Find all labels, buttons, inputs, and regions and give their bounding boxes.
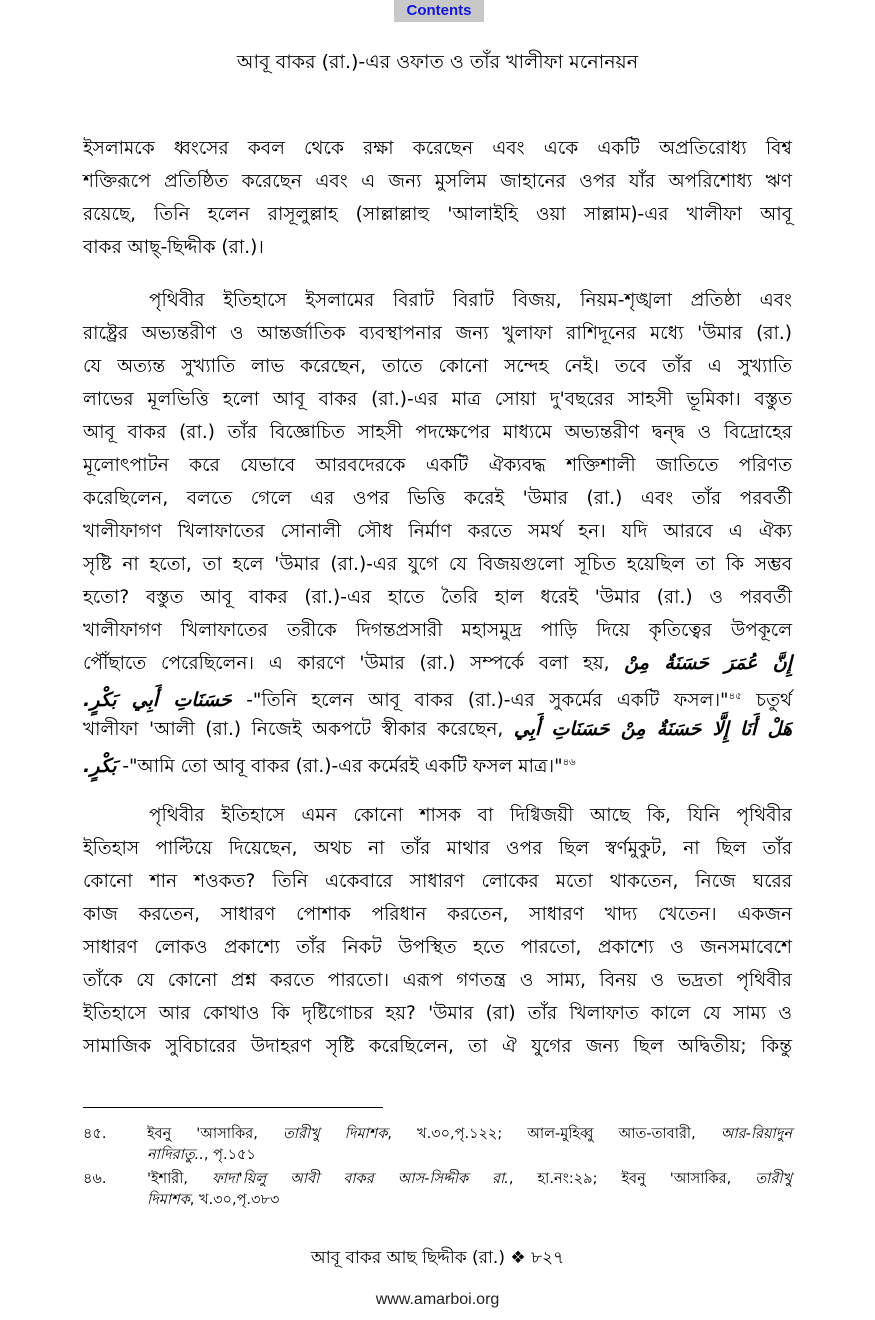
text-line xyxy=(83,799,792,832)
footnote-number: ৪৫. xyxy=(83,1126,107,1142)
text-segment: মূলোৎপাটন করে যেভাবে আরবদেরকে একটি ঐক্যবদ্ধ শক্তিশালী জাতিতে পরিণত xyxy=(83,455,792,476)
chapter-title: আবূ বাকর (রা.)-এর ওফাত ও তাঁর খালীফা মনোনয়ন xyxy=(236,51,639,73)
body-text xyxy=(83,132,792,1063)
text-segment: বাকর আছ্-ছিদ্দীক (রা.)। xyxy=(83,237,264,258)
text-segment: পৌঁছাতে পেরেছিলেন। এ কারণে 'উমার (রা.) সম্পর্কে বলা হয়, xyxy=(83,653,625,674)
text-line xyxy=(83,997,792,1030)
text-line xyxy=(83,132,792,165)
text-segment: ইতিহাসে আর কোথাও কি দৃষ্টিগোচর হয়? 'উমার (রা) তাঁর খিলাফাত কালে যে সাম্য ও xyxy=(83,1003,792,1024)
text-segment: চতুর্থ xyxy=(741,690,792,712)
arabic-quote: إِنَّ عُمَرَ حَسَنَةٌ مِنْ xyxy=(624,652,792,674)
arabic-quote: هَلْ أَنَا إِلَّا حَسَنَةٌ مِنْ حَسَنَاتِ أَبِي xyxy=(513,718,792,740)
contents-button[interactable]: Contents xyxy=(394,0,484,22)
text-segment: -"আমি তো আবূ বাকর (রা.)-এর কর্মেরই একটি ফসল মাত্র।" xyxy=(116,756,563,778)
text-segment: নাদিরাতু.. xyxy=(147,1147,204,1163)
footnote xyxy=(83,1124,792,1166)
arabic-quote: حَسَنَاتِ أَبِي بَكْرٍ. xyxy=(83,689,232,712)
footnote-line xyxy=(147,1145,792,1166)
footnote-number: ৪৬. xyxy=(83,1171,107,1187)
text-line xyxy=(83,284,792,317)
text-segment: আবূ বাকর (রা.) তাঁর বিজ্ঞোচিত সাহসী পদক্ষেপের মাধ্যমে অভ্যন্তরীণ দ্বন্দ্ব ও বিদ্রোহের xyxy=(83,422,792,443)
text-segment: খালীফা 'আলী (রা.) নিজেই অকপটে স্বীকার করেছেন, xyxy=(83,719,514,740)
footnote-text xyxy=(147,1124,792,1166)
text-line xyxy=(83,581,792,614)
text-line xyxy=(83,515,792,548)
text-segment: -"তিনি হলেন আবূ বাকর (রা.)-এর সুকর্মের একটি ফসল।" xyxy=(231,690,729,712)
text-segment: লাভের মূলভিত্তি হলো আবূ বাকর (রা.)-এর মাত্র সোয়া দু'বছরের সাহসী ভূমিকা। বস্তুত xyxy=(83,389,792,410)
text-segment: , হা.নং:২৯; ইবনু 'আসাকির, xyxy=(508,1171,756,1187)
text-segment: আর-রিয়াদুন xyxy=(720,1126,792,1142)
footnote-line xyxy=(147,1190,792,1211)
text-segment: সামাজিক সুবিচারের উদাহরণ সৃষ্টি করেছিলেন, তা ঐ যুগের জন্য ছিল অদ্বিতীয়; কিন্তু xyxy=(83,1036,792,1057)
text-line xyxy=(83,350,792,383)
text-segment: শক্তিরূপে প্রতিষ্ঠিত করেছেন এবং এ জন্য মুসলিম জাহানের ওপর যাঁর অপরিশোধ্য ঋণ xyxy=(83,171,792,192)
text-line xyxy=(83,931,792,964)
text-segment: তারীখু দিমাশক xyxy=(282,1126,388,1142)
footnote-line xyxy=(147,1124,792,1145)
text-segment: সাধারণ লোকও প্রকাশ্যে তাঁর নিকট উপস্থিত হতে পারতো, প্রকাশ্যে ও জনসমাবেশে xyxy=(83,937,792,958)
text-segment: , খ.৩০,পৃ.৩৮৩ xyxy=(189,1192,280,1208)
text-line xyxy=(83,746,792,779)
text-line xyxy=(83,865,792,898)
text-line xyxy=(83,898,792,931)
text-line xyxy=(83,1030,792,1063)
text-segment: যে অত্যন্ত সুখ্যাতি লাভ করেছেন, তাতে কোনো সন্দেহ নেই। তবে তাঁর এ সুখ্যাতি xyxy=(83,356,792,377)
text-segment: সৃষ্টি না হতো, তা হলে 'উমার (রা.)-এর যুগে যে বিজয়গুলো সূচিত হয়েছিল তা কি সম্ভব xyxy=(83,554,792,575)
text-segment: 'ইশারী, xyxy=(147,1171,213,1187)
paragraph xyxy=(83,284,792,779)
text-segment: কোনো শান শওকত? তিনি একেবারে সাধারণ লোকের মতো থাকতেন, নিজে ঘরের xyxy=(83,871,792,892)
text-line xyxy=(83,647,792,680)
text-segment: রাষ্ট্রের অভ্যন্তরীণ ও আন্তর্জাতিক ব্যবস্থাপনার জন্য খুলাফা রাশিদূনের মধ্যে 'উমার (রা.) xyxy=(83,323,792,344)
text-line xyxy=(83,614,792,647)
text-line xyxy=(83,548,792,581)
text-segment: পৃথিবীর ইতিহাসে এমন কোনো শাসক বা দিগ্বিজয়ী আছে কি, যিনি পৃথিবীর xyxy=(149,805,792,826)
text-line xyxy=(83,832,792,865)
arabic-quote: بَكْرٍ. xyxy=(83,755,117,778)
text-line xyxy=(83,449,792,482)
footnote-line xyxy=(147,1169,792,1190)
footnote-ref[interactable]: ৪৫ xyxy=(728,691,742,702)
text-line xyxy=(83,231,792,264)
text-segment: তারীখু xyxy=(755,1171,792,1187)
text-segment: ইসলামকে ধ্বংসের কবল থেকে রক্ষা করেছেন এবং একে একটি অপ্রতিরোধ্য বিশ্ব xyxy=(83,138,792,159)
text-line xyxy=(83,482,792,515)
footnotes xyxy=(83,1124,792,1214)
text-segment: হতো? বস্তুত আবূ বাকর (রা.)-এর হাতে তৈরি হাল ধরেই 'উমার (রা.) ও পরবর্তী xyxy=(83,587,792,608)
page-footer: আবূ বাকর আছ ছিদ্দীক (রা.) ❖ ৮২৭ xyxy=(310,1248,565,1268)
text-segment: , খ.৩০,পৃ.১২২; আল-মুহিব্বু আত-তাবারী, xyxy=(387,1126,721,1142)
text-segment: কাজ করতেন, সাধারণ পোশাক পরিধান করতেন, সাধারণ খাদ্য খেতেন। একজন xyxy=(83,904,792,925)
text-line xyxy=(83,317,792,350)
footnote-divider xyxy=(83,1107,383,1108)
site-link[interactable]: www.amarboi.org xyxy=(375,1291,500,1308)
footnote-ref[interactable]: ৪৬ xyxy=(562,757,576,768)
text-line xyxy=(83,383,792,416)
text-segment: করেছিলেন, বলতে গেলে এর ওপর ভিত্তি করেই 'উমার (রা.) এবং তাঁর পরবর্তী xyxy=(83,488,792,509)
text-line xyxy=(83,416,792,449)
text-line xyxy=(83,198,792,231)
text-segment: রয়েছে, তিনি হলেন রাসূলুল্লাহ (সাল্লাল্লাহু 'আলাইহি ওয়া সাল্লাম)-এর খালীফা আবূ xyxy=(83,204,792,225)
text-segment: ইতিহাস পাল্টিয়ে দিয়েছেন, অথচ না তাঁর মাথার ওপর ছিল স্বর্ণমুকুট, না ছিল তাঁর xyxy=(83,838,792,859)
text-segment: ফাদা'য়িলু আবী বাকর আস-সিদ্দীক রা. xyxy=(212,1171,509,1187)
paragraph xyxy=(83,799,792,1063)
text-segment: তাঁকে যে কোনো প্রশ্ন করতে পারতো। এরূপ গণতন্ত্র ও সাম্য, বিনয় ও ভদ্রতা পৃথিবীর xyxy=(83,970,792,991)
footnote xyxy=(83,1169,792,1211)
text-segment: দিমাশক xyxy=(147,1192,190,1208)
text-line xyxy=(83,680,792,713)
text-segment: খালীফাগণ খিলাফাতের সোনালী সৌধ নির্মাণ করতে সমর্থ হন। যদি আরবে এ ঐক্য xyxy=(83,521,792,542)
text-segment: , পৃ.১৫১ xyxy=(203,1147,256,1163)
text-line xyxy=(83,713,792,746)
paragraph xyxy=(83,132,792,264)
text-line xyxy=(83,964,792,997)
footnote-text xyxy=(147,1169,792,1211)
text-segment: খালীফাগণ খিলাফাতের তরীকে দিগন্তপ্রসারী মহাসমুদ্র পাড়ি দিয়ে কৃতিত্বের উপকূলে xyxy=(83,620,792,641)
text-line xyxy=(83,165,792,198)
text-segment: ইবনু 'আসাকির, xyxy=(147,1126,283,1142)
text-segment: পৃথিবীর ইতিহাসে ইসলামের বিরাট বিরাট বিজয়, নিয়ম-শৃঙ্খলা প্রতিষ্ঠা এবং xyxy=(149,290,792,311)
